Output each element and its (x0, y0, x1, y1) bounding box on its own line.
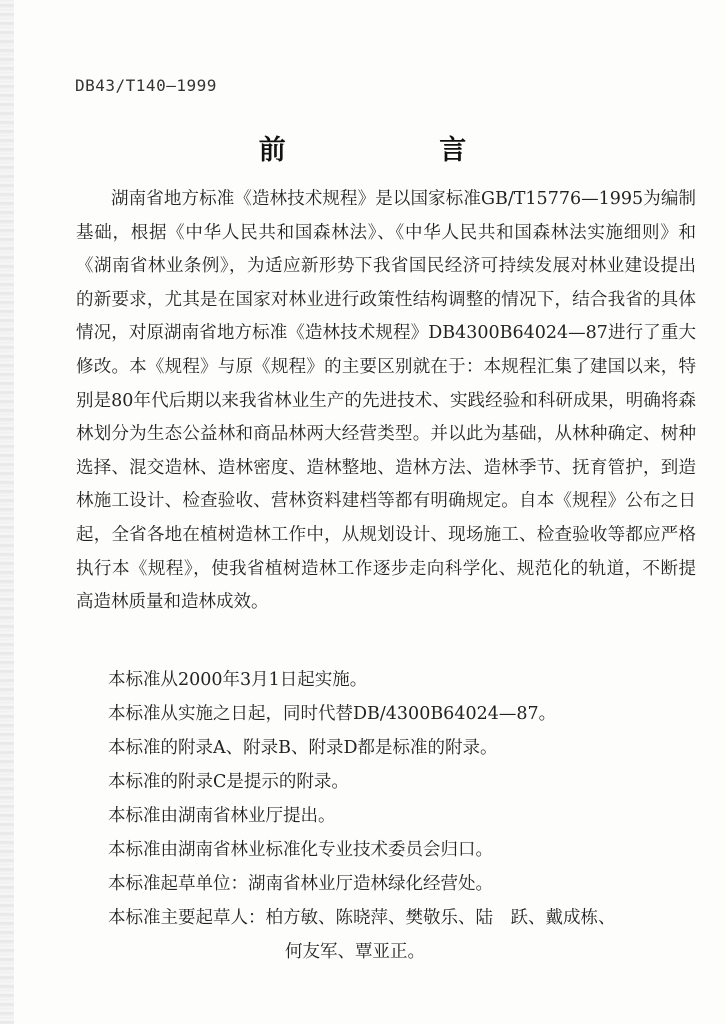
statement-replacement: 本标准从实施之日起，同时代替DB/4300B64024—87。 (108, 704, 557, 724)
statement-normative-annexes: 本标准的附录A、附录B、附录D都是标准的附录。 (108, 738, 498, 758)
statement-drafting-unit: 本标准起草单位：湖南省林业厅造林绿化经营处。 (108, 874, 493, 894)
statement-effective-date: 本标准从2000年3月1日起实施。 (108, 670, 368, 690)
page-title: 前 言 (258, 135, 539, 166)
foreword-paragraph: 湖南省地方标准《造林技术规程》是以国家标准GB/T15776—1995为编制基础，根据《中华人民共和国森林法》、《中华人民共和国森林法实施细则》和《湖南省林业条例》，为适应新形势下我省国民经济可持续发展对林业建设提出的新要求，尤其是在国家对林业进行政策性结构调整的情况下，结合我省的具体情况，对原湖南省地方标准《造林技术规程》DB4300B64024—87进行了重大修改。本《规程》与原《规程》的主要区别就在于：本规程汇集了建国以来，特别是80年代后期以来我省林业生产的先进技术、实践经验和科研成果，明确将森林划分为生态公益林和商品林两大经营类型。并以此为基础，从林种确定、树种选择、混交造林、造林密度、造林整地、造林方法、造林季节、抚育管护，到造林施工设计、检查验收、营林资料建档等都有明确规定。自本《规程》公布之日起，全省各地在植树造林工作中，从规划设计、现场施工、检查验收等都应严格执行本《规程》，使我省植树造林工作逐步走向科学化、规范化的轨道，不断提高造林质量和造林成效。 (76, 189, 696, 613)
statement-informative-annex: 本标准的附录C是提示的附录。 (108, 772, 349, 792)
standard-code: DB43/T140—1999 (75, 76, 217, 95)
drafters-line-2: 何友军、覃亚正。 (285, 942, 425, 962)
statement-proposer: 本标准由湖南省林业厅提出。 (108, 806, 336, 826)
drafters-line-1: 本标准主要起草人：柏方敏、陈晓萍、樊敬乐、陆 跃、戴成栋、 (108, 908, 616, 928)
statement-committee: 本标准由湖南省林业标准化专业技术委员会归口。 (108, 840, 493, 860)
